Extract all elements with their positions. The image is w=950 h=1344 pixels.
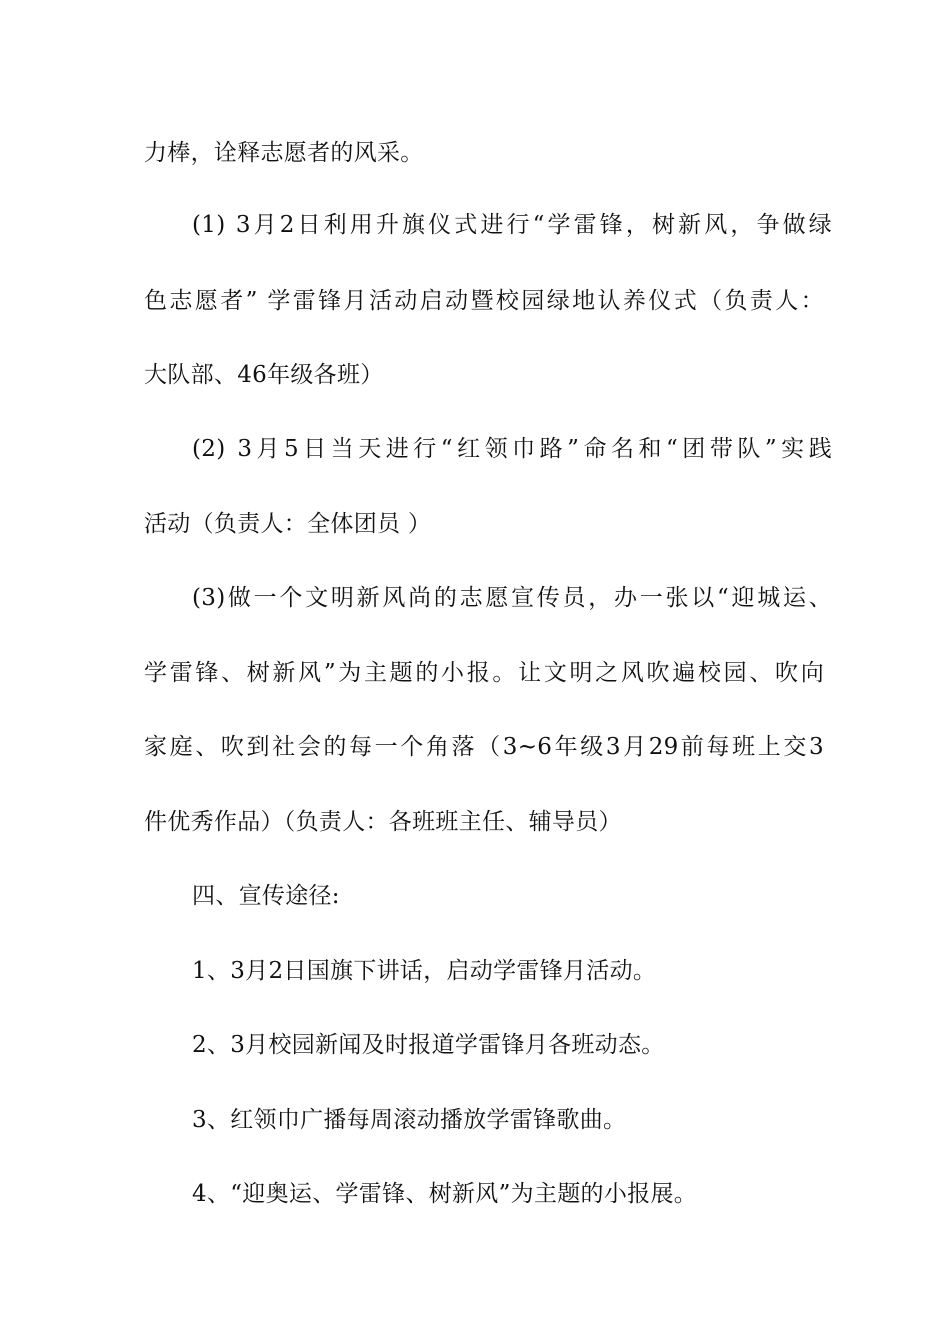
text-line-7: (3)做一个文明新风尚的志愿宣传员，办一张以“迎城运、 bbox=[192, 585, 832, 611]
text-line-3: 色志愿者” 学雷锋月活动启动暨校园绿地认养仪式（负责人： bbox=[144, 288, 824, 314]
section-heading: 四、宣传途径: bbox=[192, 883, 340, 909]
text-line-5: (2) 3月5日当天进行“红领巾路”命名和“团带队”实践 bbox=[192, 436, 832, 462]
list-item-2: 2、3月校园新闻及时报道学雷锋月各班动态。 bbox=[192, 1032, 665, 1058]
text-line-10: 件优秀作品）（负责人：各班班主任、辅导员） bbox=[144, 809, 622, 835]
list-item-3: 3、红领巾广播每周滚动播放学雷锋歌曲。 bbox=[192, 1107, 627, 1133]
text-line-8: 学雷锋、树新风”为主题的小报。让文明之风吹遍校园、吹向 bbox=[144, 660, 824, 686]
text-line-6: 活动（负责人：全体团员 ） bbox=[144, 511, 432, 537]
list-item-1: 1、3月2日国旗下讲话，启动学雷锋月活动。 bbox=[192, 958, 657, 984]
text-line-1: 力棒，诠释志愿者的风采。 bbox=[144, 140, 424, 166]
text-line-9: 家庭、吹到社会的每一个角落（3~6年级3月29前每班上交3 bbox=[144, 734, 824, 760]
text-line-2: (1) 3月2日利用升旗仪式进行“学雷锋，树新风，争做绿 bbox=[192, 212, 832, 238]
list-item-4: 4、“迎奥运、学雷锋、树新风”为主题的小报展。 bbox=[192, 1181, 698, 1207]
text-line-4: 大队部、46年级各班） bbox=[144, 362, 384, 388]
